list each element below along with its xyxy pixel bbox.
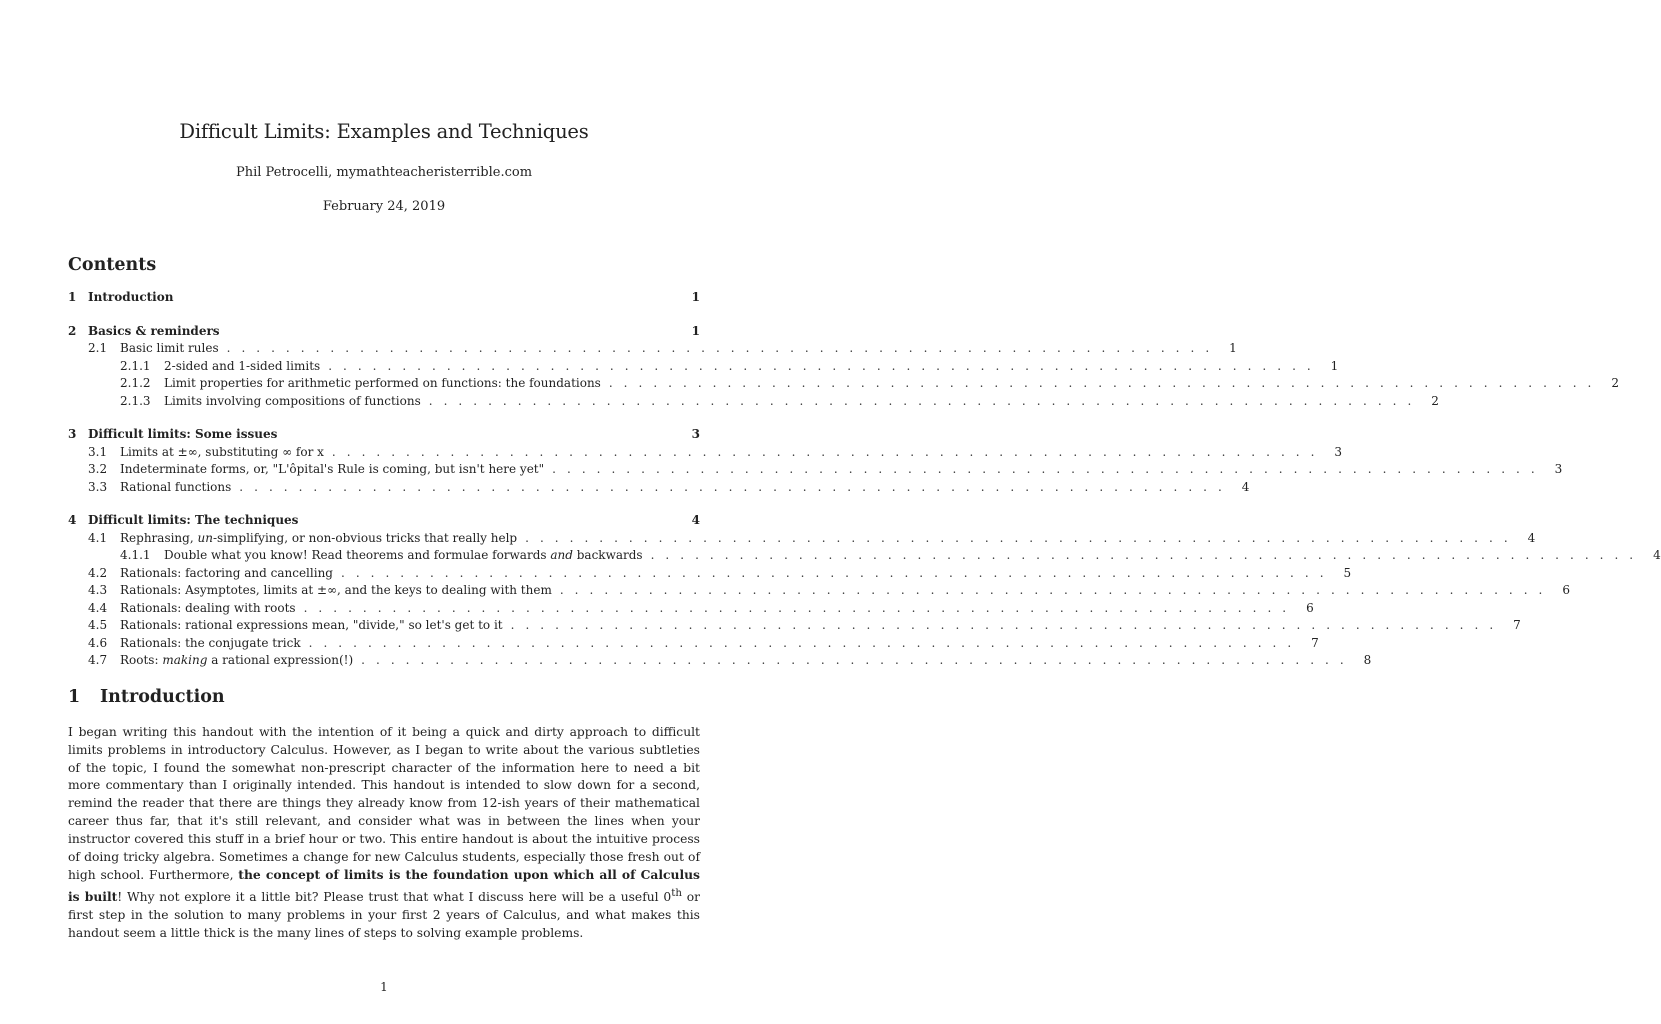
section-number: 1 <box>68 687 81 707</box>
toc-entry-number: 4.4 <box>88 600 108 615</box>
toc-entry-page: 1 <box>691 323 700 338</box>
toc-entry-label: Rationals: the conjugate trick <box>120 635 301 650</box>
toc-entry-label: Rationals: dealing with roots <box>120 600 296 615</box>
superscript-text: th <box>671 887 682 900</box>
toc-entry-number: 2.1 <box>88 341 108 355</box>
toc-dot-leader: . . . . . . . . . . . . . . . . . . . . . . . . . . . . . . . . . . . . . . . . . . . . . . . . . . . . . . . . . . . . . . . . . . . <box>552 462 1539 476</box>
toc-entry-page: 1 <box>1330 358 1339 373</box>
toc-entry-number: 4.5 <box>88 618 108 632</box>
contents-heading: Contents <box>68 255 157 275</box>
toc-entry-number: 3.3 <box>88 479 108 494</box>
toc-entry[interactable] <box>68 444 1343 460</box>
toc-entry[interactable] <box>68 375 1619 391</box>
toc-entry-label-emphasis: un <box>197 530 213 545</box>
toc-entry-label: Introduction <box>88 290 174 304</box>
toc-dot-leader: . . . . . . . . . . . . . . . . . . . . . . . . . . . . . . . . . . . . . . . . . . . . . . . . . . . . . . . . . . . . . . . . . . . <box>510 618 1497 632</box>
toc-entry-number: 4.1 <box>88 530 108 545</box>
toc-entry-label: Rationals: factoring and cancelling <box>120 565 333 580</box>
toc-entry-number: 2.1.3 <box>120 393 151 408</box>
toc-dot-leader: . . . . . . . . . . . . . . . . . . . . . . . . . . . . . . . . . . . . . . . . . . . . . . . . . . . . . . . . . . . . . . . . . . . <box>428 393 1415 408</box>
toc-entry-number: 3 <box>68 427 77 441</box>
toc-entry-number: 4.7 <box>88 653 108 667</box>
toc-entry-label <box>120 530 517 546</box>
toc-entry[interactable] <box>68 393 1439 409</box>
toc-entry-label: Rational functions <box>120 479 232 494</box>
document-author: Phil Petrocelli, mymathteacheristerrible.com <box>235 165 533 180</box>
toc-entry-page: 2 <box>1611 376 1619 390</box>
toc-entry-number: 4.6 <box>88 635 108 650</box>
toc-entry-number: 1 <box>68 290 77 304</box>
toc-entry-page: 2 <box>1431 393 1439 408</box>
toc-entry-label: Limits at ±∞, substituting ∞ for x <box>120 444 324 459</box>
toc-entry-number: 4.1.1 <box>120 548 151 562</box>
toc-entry-number: 4.2 <box>88 565 108 580</box>
toc-entry[interactable] <box>68 582 1570 598</box>
toc-entry-page: 1 <box>1229 341 1237 355</box>
toc-entry-label-part: a rational expression(!) <box>207 653 354 667</box>
toc-dot-leader: . . . . . . . . . . . . . . . . . . . . . . . . . . . . . . . . . . . . . . . . . . . . . . . . . . . . . . . . . . . . . . . . . . . <box>328 358 1315 373</box>
toc-entry-page: 7 <box>1513 618 1521 632</box>
document-title: Difficult Limits: Examples and Techniques <box>179 120 589 143</box>
toc-dot-leader: . . . . . . . . . . . . . . . . . . . . . . . . . . . . . . . . . . . . . . . . . . . . . . . . . . . . . . . . . . . . . . . . . . . <box>239 479 1226 494</box>
toc-entry-label: Rationals: Asymptotes, limits at ±∞, and the keys to dealing with them <box>120 583 552 597</box>
toc-entry-label: Limits involving compositions of functions <box>164 393 421 408</box>
toc-dot-leader: . . . . . . . . . . . . . . . . . . . . . . . . . . . . . . . . . . . . . . . . . . . . . . . . . . . . . . . . . . . . . . . . . . . <box>308 635 1295 650</box>
toc-entry-label: Difficult limits: Some issues <box>88 427 278 441</box>
toc-entry-page: 7 <box>1311 635 1319 650</box>
toc-entry-number: 3.1 <box>88 444 108 459</box>
toc-entry[interactable] <box>68 461 1563 477</box>
toc-entry[interactable] <box>68 479 1250 495</box>
toc-entry-number: 3.2 <box>88 462 108 476</box>
paragraph-text: I began writing this handout with the intention of it being a quick and dirty approach to difficult limits problems in introductory Calculus. However, as I began to write about the various subtleties of the topic, I found the somewhat non-prescript character of the information here to need a bit more commentary than I originally intended. This handout is intended to slow down for a second, remind the reader that there are things they already know from 12-ish years of their mathematical career thus far, that it's still relevant, and consider what was in between the lines when your instructor covered this stuff in a brief hour or two. This entire handout is about the intuitive process of doing tricky algebra. Sometimes a change for new Calculus students, especially those fresh out of high school. Furthermore, <box>68 725 700 883</box>
toc-entry-page: 1 <box>691 290 700 304</box>
toc-entry-page: 8 <box>1363 653 1372 667</box>
toc-entry-label <box>164 547 643 563</box>
toc-entry[interactable] <box>68 530 1536 546</box>
toc-dot-leader: . . . . . . . . . . . . . . . . . . . . . . . . . . . . . . . . . . . . . . . . . . . . . . . . . . . . . . . . . . . . . . . . . . . <box>608 376 1595 390</box>
toc-entry-page: 3 <box>1554 462 1563 476</box>
toc-entry[interactable] <box>68 600 1314 616</box>
toc-entry-number: 2 <box>68 323 77 338</box>
toc-entry[interactable] <box>68 547 1661 563</box>
toc-entry-page: 5 <box>1343 565 1352 580</box>
toc-entry-label: Basic limit rules <box>120 341 219 355</box>
toc-entry-label: Difficult limits: The techniques <box>88 513 299 527</box>
toc-entry[interactable] <box>68 323 700 339</box>
toc-entry-number: 2.1.2 <box>120 376 151 390</box>
toc-entry-page: 3 <box>691 427 700 441</box>
toc-dot-leader: . . . . . . . . . . . . . . . . . . . . . . . . . . . . . . . . . . . . . . . . . . . . . . . . . . . . . . . . . . . . . . . . . . . <box>525 530 1512 545</box>
section-title: Introduction <box>100 687 225 707</box>
toc-entry[interactable] <box>68 340 1237 356</box>
toc-entry-page: 6 <box>1306 600 1314 615</box>
toc-dot-leader: . . . . . . . . . . . . . . . . . . . . . . . . . . . . . . . . . . . . . . . . . . . . . . . . . . . . . . . . . . . . . . . . . . . <box>340 565 1328 580</box>
toc-entry-label: Rationals: rational expressions mean, "divide," so let's get to it <box>120 618 503 632</box>
paragraph-text: or first step in the solution to many problems in your first 2 years of Calculus, and what makes this handout seem a little thick is the many lines of steps to solving example problems. <box>68 890 700 940</box>
toc-dot-leader: . . . . . . . . . . . . . . . . . . . . . . . . . . . . . . . . . . . . . . . . . . . . . . . . . . . . . . . . . . . . . . . . . . . <box>331 444 1319 459</box>
toc-entry-label: Indeterminate forms, or, "L'ôpital's Rule is coming, but isn't here yet" <box>120 462 545 476</box>
toc-entry-label: Basics & reminders <box>88 323 220 338</box>
toc-entry[interactable] <box>68 358 1339 374</box>
page-number: 1 <box>380 980 388 994</box>
toc-dot-leader: . . . . . . . . . . . . . . . . . . . . . . . . . . . . . . . . . . . . . . . . . . . . . . . . . . . . . . . . . . . . . . . . . . . <box>303 600 1290 615</box>
section-heading <box>68 687 225 707</box>
toc-entry-label-part: Rephrasing, <box>120 530 198 545</box>
toc-entry-page: 4 <box>1653 548 1661 562</box>
toc-entry-page: 6 <box>1562 583 1570 597</box>
toc-entry-label-part: -simplifying, or non-obvious tricks that really help <box>212 530 518 545</box>
toc-entry-number: 2.1.1 <box>120 358 151 373</box>
toc-entry-label-part: backwards <box>572 548 643 562</box>
toc-entry-page: 4 <box>1527 530 1536 545</box>
toc-dot-leader: . . . . . . . . . . . . . . . . . . . . . . . . . . . . . . . . . . . . . . . . . . . . . . . . . . . . . . . . . . . . . . . . . . . <box>361 653 1348 667</box>
toc-entry-label-emphasis: and <box>550 548 573 562</box>
toc-entry[interactable] <box>68 635 1319 651</box>
toc-dot-leader: . . . . . . . . . . . . . . . . . . . . . . . . . . . . . . . . . . . . . . . . . . . . . . . . . . . . . . . . . . . . . . . . . . . <box>650 548 1637 562</box>
toc-entry[interactable] <box>68 512 700 528</box>
toc-entry-number: 4 <box>68 513 77 527</box>
toc-entry-label: Limit properties for arithmetic performed on functions: the foundations <box>164 376 601 390</box>
toc-entry[interactable] <box>68 565 1352 581</box>
toc-entry[interactable] <box>68 289 700 305</box>
toc-entry-number: 4.3 <box>88 583 108 597</box>
toc-entry-label: 2-sided and 1-sided limits <box>164 358 321 373</box>
toc-entry-page: 3 <box>1334 444 1343 459</box>
toc-entry-label-part: Roots: <box>120 653 163 667</box>
toc-entry-label-part: Double what you know! Read theorems and formulae forwards <box>164 548 551 562</box>
toc-entry-label-emphasis: making <box>162 653 208 667</box>
toc-entry-label <box>120 652 353 668</box>
toc-entry[interactable] <box>68 617 1521 633</box>
toc-entry-page: 4 <box>691 513 700 527</box>
toc-entry-page: 4 <box>1241 479 1250 494</box>
document-date: February 24, 2019 <box>322 199 446 214</box>
toc-entry[interactable] <box>68 426 700 442</box>
paragraph-text: ! Why not explore it a little bit? Please trust that what I discuss here will be a useful 0 <box>117 890 672 905</box>
toc-entry[interactable] <box>68 652 1372 668</box>
toc-dot-leader: . . . . . . . . . . . . . . . . . . . . . . . . . . . . . . . . . . . . . . . . . . . . . . . . . . . . . . . . . . . . . . . . . . . <box>226 341 1213 355</box>
introduction-paragraph <box>68 724 700 943</box>
paragraph-bold-text: the concept of limits is the foundation upon which all of Calculus is built <box>68 867 700 905</box>
toc-dot-leader: . . . . . . . . . . . . . . . . . . . . . . . . . . . . . . . . . . . . . . . . . . . . . . . . . . . . . . . . . . . . . . . . . . . <box>559 583 1546 597</box>
